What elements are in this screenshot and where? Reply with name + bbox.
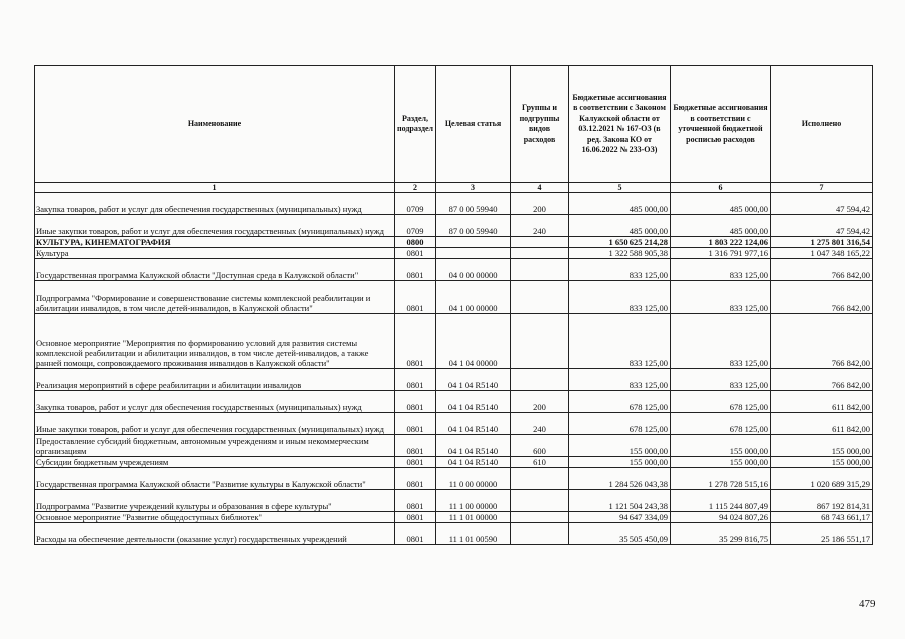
table-row — [35, 237, 873, 248]
cell-refined-amount: 94 024 807,26 — [671, 512, 771, 523]
cell-refined-amount: 678 125,00 — [671, 413, 771, 435]
cell-executed-amount: 766 842,00 — [771, 281, 873, 314]
cell-article: 11 1 01 00590 — [436, 523, 511, 545]
cell-executed-amount: 155 000,00 — [771, 457, 873, 468]
cell-article — [436, 248, 511, 259]
cell-law-amount: 833 125,00 — [569, 281, 671, 314]
cell-article: 11 0 00 00000 — [436, 468, 511, 490]
header-law-appropriations: Бюджетные ассигнования в соответствии с Законом Калужской области от 03.12.2021 № 167-ОЗ (в ред. Закона КО от 16.06.2022 № 233-ОЗ) — [569, 66, 671, 183]
cell-executed-amount: 47 594,42 — [771, 215, 873, 237]
cell-group: 200 — [511, 391, 569, 413]
cell-executed-amount: 611 842,00 — [771, 413, 873, 435]
cell-law-amount: 678 125,00 — [569, 413, 671, 435]
cell-group — [511, 490, 569, 512]
cell-refined-amount: 1 278 728 515,16 — [671, 468, 771, 490]
table-row — [35, 490, 873, 512]
cell-executed-amount: 1 275 801 316,54 — [771, 237, 873, 248]
cell-refined-amount: 485 000,00 — [671, 193, 771, 215]
cell-section: 0801 — [395, 281, 436, 314]
table-row — [35, 281, 873, 314]
cell-group — [511, 512, 569, 523]
cell-section: 0801 — [395, 413, 436, 435]
column-number: 4 — [511, 183, 569, 193]
header-name: Наименование — [35, 66, 395, 183]
cell-section: 0801 — [395, 314, 436, 369]
cell-name: Субсидии бюджетным учреждениям — [35, 457, 395, 468]
cell-article — [436, 237, 511, 248]
cell-group — [511, 369, 569, 391]
table-row — [35, 314, 873, 369]
cell-group — [511, 523, 569, 545]
cell-law-amount: 1 322 588 905,38 — [569, 248, 671, 259]
cell-group: 240 — [511, 413, 569, 435]
cell-executed-amount: 68 743 661,17 — [771, 512, 873, 523]
cell-executed-amount: 155 000,00 — [771, 435, 873, 457]
column-number: 1 — [35, 183, 395, 193]
cell-section: 0801 — [395, 468, 436, 490]
cell-law-amount: 833 125,00 — [569, 259, 671, 281]
cell-group — [511, 468, 569, 490]
cell-executed-amount: 766 842,00 — [771, 259, 873, 281]
cell-refined-amount: 833 125,00 — [671, 369, 771, 391]
header-row — [35, 66, 873, 183]
cell-name: Расходы на обеспечение деятельности (оказание услуг) государственных учреждений — [35, 523, 395, 545]
table-row — [35, 193, 873, 215]
cell-group: 200 — [511, 193, 569, 215]
cell-article: 87 0 00 59940 — [436, 215, 511, 237]
cell-section: 0801 — [395, 248, 436, 259]
cell-section: 0801 — [395, 435, 436, 457]
cell-executed-amount: 867 192 814,31 — [771, 490, 873, 512]
cell-group — [511, 237, 569, 248]
cell-refined-amount: 1 803 222 124,06 — [671, 237, 771, 248]
page-number: 479 — [859, 598, 876, 610]
column-number: 3 — [436, 183, 511, 193]
cell-law-amount: 155 000,00 — [569, 435, 671, 457]
cell-group — [511, 259, 569, 281]
cell-group: 240 — [511, 215, 569, 237]
table-row — [35, 391, 873, 413]
cell-name: Предоставление субсидий бюджетным, автономным учреждениям и иным некоммерческим организациям — [35, 435, 395, 457]
cell-article: 87 0 00 59940 — [436, 193, 511, 215]
table-row — [35, 215, 873, 237]
table-row — [35, 369, 873, 391]
cell-article: 04 1 04 00000 — [436, 314, 511, 369]
cell-section: 0801 — [395, 523, 436, 545]
cell-name: Иные закупки товаров, работ и услуг для обеспечения государственных (муниципальных) нужд — [35, 413, 395, 435]
table-row — [35, 435, 873, 457]
header-executed: Исполнено — [771, 66, 873, 183]
budget-table — [34, 65, 873, 545]
cell-section: 0709 — [395, 215, 436, 237]
cell-refined-amount: 35 299 816,75 — [671, 523, 771, 545]
column-number-row — [35, 183, 873, 193]
cell-law-amount: 1 284 526 043,38 — [569, 468, 671, 490]
header-article: Целевая статья — [436, 66, 511, 183]
cell-law-amount: 485 000,00 — [569, 193, 671, 215]
cell-group — [511, 281, 569, 314]
cell-executed-amount: 47 594,42 — [771, 193, 873, 215]
cell-name: Основное мероприятие "Развитие общедоступных библиотек" — [35, 512, 395, 523]
cell-article: 04 1 04 R5140 — [436, 369, 511, 391]
cell-name: Реализация мероприятий в сфере реабилитации и абилитации инвалидов — [35, 369, 395, 391]
cell-article: 04 1 04 R5140 — [436, 413, 511, 435]
column-number: 2 — [395, 183, 436, 193]
cell-refined-amount: 833 125,00 — [671, 281, 771, 314]
table-row — [35, 457, 873, 468]
column-number: 6 — [671, 183, 771, 193]
cell-group: 600 — [511, 435, 569, 457]
cell-executed-amount: 1 020 689 315,29 — [771, 468, 873, 490]
cell-refined-amount: 485 000,00 — [671, 215, 771, 237]
cell-name: Закупка товаров, работ и услуг для обеспечения государственных (муниципальных) нужд — [35, 391, 395, 413]
cell-name: Подпрограмма "Формирование и совершенствование системы комплексной реабилитации и абилитации инвалидов, в том числе детей-инвалидов, в Калужской области" — [35, 281, 395, 314]
cell-section: 0801 — [395, 512, 436, 523]
table-body — [35, 193, 873, 545]
cell-name: Подпрограмма "Развитие учреждений культуры и образования в сфере культуры" — [35, 490, 395, 512]
cell-article: 04 1 04 R5140 — [436, 391, 511, 413]
cell-article: 04 1 04 R5140 — [436, 457, 511, 468]
cell-section: 0709 — [395, 193, 436, 215]
cell-executed-amount: 766 842,00 — [771, 314, 873, 369]
cell-law-amount: 94 647 334,09 — [569, 512, 671, 523]
cell-section: 0801 — [395, 490, 436, 512]
cell-article: 04 0 00 00000 — [436, 259, 511, 281]
header-groups: Группы и подгруппы видов расходов — [511, 66, 569, 183]
table-row — [35, 523, 873, 545]
cell-law-amount: 833 125,00 — [569, 314, 671, 369]
cell-refined-amount: 833 125,00 — [671, 314, 771, 369]
cell-executed-amount: 611 842,00 — [771, 391, 873, 413]
cell-law-amount: 833 125,00 — [569, 369, 671, 391]
cell-section: 0801 — [395, 259, 436, 281]
cell-law-amount: 1 650 625 214,28 — [569, 237, 671, 248]
cell-article: 11 1 00 00000 — [436, 490, 511, 512]
cell-section: 0800 — [395, 237, 436, 248]
cell-law-amount: 1 121 504 243,38 — [569, 490, 671, 512]
cell-law-amount: 678 125,00 — [569, 391, 671, 413]
cell-refined-amount: 155 000,00 — [671, 457, 771, 468]
cell-name: Государственная программа Калужской области "Развитие культуры в Калужской области" — [35, 468, 395, 490]
cell-name: Государственная программа Калужской области "Доступная среда в Калужской области" — [35, 259, 395, 281]
cell-refined-amount: 155 000,00 — [671, 435, 771, 457]
cell-refined-amount: 1 316 791 977,16 — [671, 248, 771, 259]
table-row — [35, 259, 873, 281]
table-row — [35, 413, 873, 435]
cell-law-amount: 485 000,00 — [569, 215, 671, 237]
table-row — [35, 248, 873, 259]
cell-refined-amount: 833 125,00 — [671, 259, 771, 281]
table-row — [35, 512, 873, 523]
cell-name: Основное мероприятие "Мероприятия по формированию условий для развития системы комплексной реабилитации и абилитации инвалидов, в том числе детей-инвалидов, а также ранней помощи, сопровождаемого проживания инвалидов в Калужской области" — [35, 314, 395, 369]
cell-executed-amount: 1 047 348 165,22 — [771, 248, 873, 259]
cell-name: Закупка товаров, работ и услуг для обеспечения государственных (муниципальных) нужд — [35, 193, 395, 215]
cell-article: 04 1 00 00000 — [436, 281, 511, 314]
cell-executed-amount: 766 842,00 — [771, 369, 873, 391]
header-section: Раздел, подраздел — [395, 66, 436, 183]
cell-section: 0801 — [395, 457, 436, 468]
cell-group — [511, 314, 569, 369]
column-number: 5 — [569, 183, 671, 193]
cell-law-amount: 35 505 450,09 — [569, 523, 671, 545]
cell-refined-amount: 1 115 244 807,49 — [671, 490, 771, 512]
cell-name: Культура — [35, 248, 395, 259]
table-row — [35, 468, 873, 490]
cell-section: 0801 — [395, 391, 436, 413]
column-number: 7 — [771, 183, 873, 193]
cell-group — [511, 248, 569, 259]
cell-name: КУЛЬТУРА, КИНЕМАТОГРАФИЯ — [35, 237, 395, 248]
cell-law-amount: 155 000,00 — [569, 457, 671, 468]
cell-section: 0801 — [395, 369, 436, 391]
cell-group: 610 — [511, 457, 569, 468]
header-refined-appropriations: Бюджетные ассигнования в соответствии с уточненной бюджетной росписью расходов — [671, 66, 771, 183]
cell-refined-amount: 678 125,00 — [671, 391, 771, 413]
cell-article: 11 1 01 00000 — [436, 512, 511, 523]
cell-article: 04 1 04 R5140 — [436, 435, 511, 457]
cell-name: Иные закупки товаров, работ и услуг для обеспечения государственных (муниципальных) нужд — [35, 215, 395, 237]
cell-executed-amount: 25 186 551,17 — [771, 523, 873, 545]
